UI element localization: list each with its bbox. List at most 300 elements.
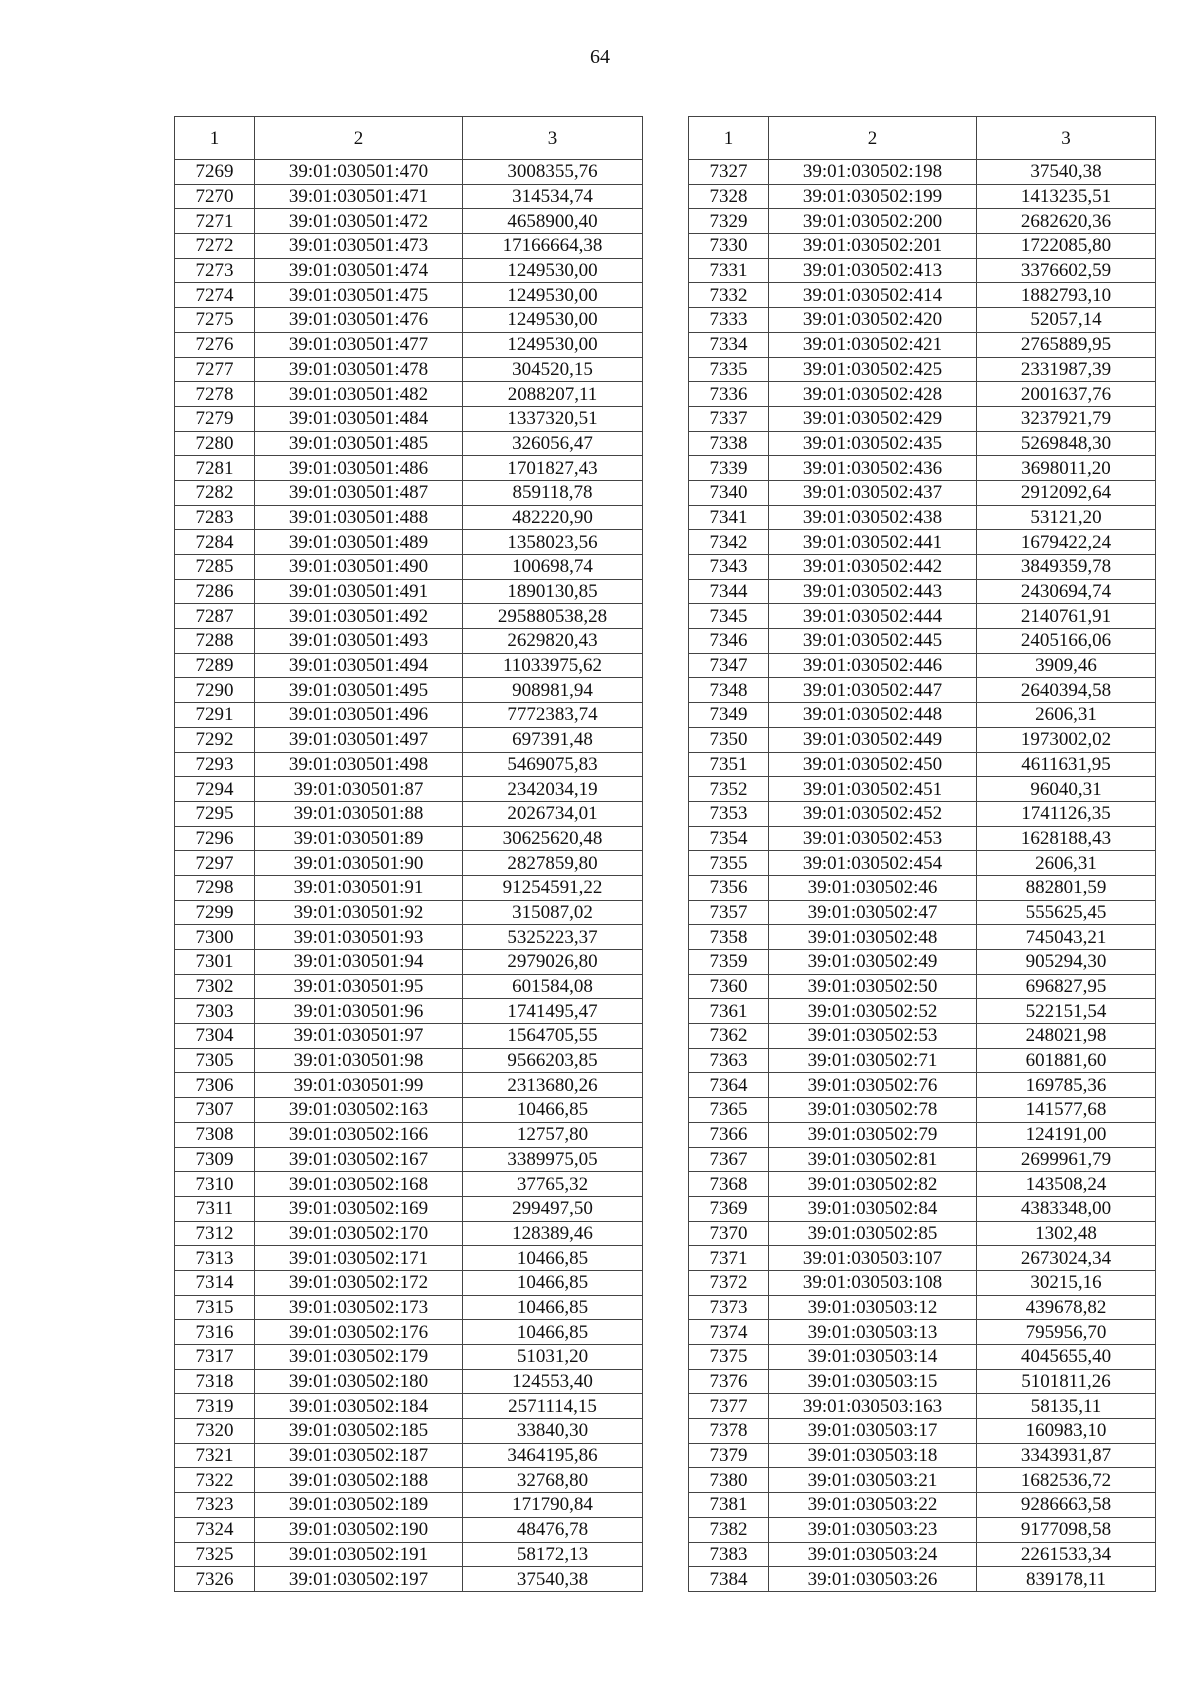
cadastral-number-cell: 39:01:030502:46 (769, 875, 977, 900)
value-cell: 1249530,00 (463, 332, 643, 357)
value-cell: 9177098,58 (977, 1517, 1156, 1542)
table-row (689, 826, 1156, 851)
value-cell: 5325223,37 (463, 925, 643, 950)
row-number-cell: 7285 (175, 555, 255, 580)
value-cell: 2682620,36 (977, 209, 1156, 234)
cadastral-number-cell: 39:01:030501:486 (255, 456, 463, 481)
table-row (175, 900, 643, 925)
value-cell: 1337320,51 (463, 406, 643, 431)
row-number-cell: 7294 (175, 777, 255, 802)
cadastral-number-cell: 39:01:030501:484 (255, 406, 463, 431)
cadastral-number-cell: 39:01:030502:188 (255, 1468, 463, 1493)
row-number-cell: 7322 (175, 1468, 255, 1493)
cadastral-number-cell: 39:01:030501:91 (255, 875, 463, 900)
value-cell: 2912092,64 (977, 480, 1156, 505)
table-row (689, 160, 1156, 185)
cadastral-number-cell: 39:01:030501:491 (255, 579, 463, 604)
row-number-cell: 7360 (689, 974, 769, 999)
cadastral-number-cell: 39:01:030501:94 (255, 950, 463, 975)
value-cell: 2026734,01 (463, 801, 643, 826)
cadastral-number-cell: 39:01:030502:443 (769, 579, 977, 604)
table-row (689, 1542, 1156, 1567)
table-row (175, 357, 643, 382)
cadastral-number-cell: 39:01:030501:477 (255, 332, 463, 357)
cadastral-number-cell: 39:01:030502:450 (769, 752, 977, 777)
row-number-cell: 7305 (175, 1048, 255, 1073)
cadastral-number-cell: 39:01:030502:452 (769, 801, 977, 826)
cadastral-number-cell: 39:01:030501:497 (255, 727, 463, 752)
value-cell: 160983,10 (977, 1419, 1156, 1444)
table-row (689, 900, 1156, 925)
cadastral-number-cell: 39:01:030501:98 (255, 1048, 463, 1073)
value-cell: 1701827,43 (463, 456, 643, 481)
row-number-cell: 7373 (689, 1295, 769, 1320)
table-row (689, 1048, 1156, 1073)
table-row (689, 777, 1156, 802)
row-number-cell: 7276 (175, 332, 255, 357)
table-row (175, 1221, 643, 1246)
table-row (689, 851, 1156, 876)
cadastral-number-cell: 39:01:030502:420 (769, 308, 977, 333)
value-cell: 3698011,20 (977, 456, 1156, 481)
table-row (689, 629, 1156, 654)
value-cell: 10466,85 (463, 1246, 643, 1271)
table-row (689, 234, 1156, 259)
cadastral-number-cell: 39:01:030502:166 (255, 1122, 463, 1147)
table-row (175, 1098, 643, 1123)
value-cell: 3909,46 (977, 653, 1156, 678)
table-row (689, 1221, 1156, 1246)
row-number-cell: 7381 (689, 1493, 769, 1518)
right-table-body (689, 160, 1156, 1592)
cadastral-number-cell: 39:01:030502:421 (769, 332, 977, 357)
row-number-cell: 7353 (689, 801, 769, 826)
value-cell: 143508,24 (977, 1172, 1156, 1197)
table-row (689, 1493, 1156, 1518)
cadastral-number-cell: 39:01:030502:168 (255, 1172, 463, 1197)
row-number-cell: 7299 (175, 900, 255, 925)
value-cell: 4045655,40 (977, 1345, 1156, 1370)
cadastral-number-cell: 39:01:030502:82 (769, 1172, 977, 1197)
cadastral-number-cell: 39:01:030503:23 (769, 1517, 977, 1542)
value-cell: 2430694,74 (977, 579, 1156, 604)
cadastral-number-cell: 39:01:030502:442 (769, 555, 977, 580)
row-number-cell: 7346 (689, 629, 769, 654)
table-row (689, 1073, 1156, 1098)
table-row (175, 752, 643, 777)
row-number-cell: 7349 (689, 703, 769, 728)
table-row (175, 406, 643, 431)
column-header: 3 (977, 117, 1156, 160)
value-cell: 304520,15 (463, 357, 643, 382)
value-cell: 314534,74 (463, 184, 643, 209)
row-number-cell: 7343 (689, 555, 769, 580)
table-row (175, 160, 643, 185)
row-number-cell: 7327 (689, 160, 769, 185)
row-number-cell: 7297 (175, 851, 255, 876)
value-cell: 601584,08 (463, 974, 643, 999)
value-cell: 4611631,95 (977, 752, 1156, 777)
value-cell: 12757,80 (463, 1122, 643, 1147)
cadastral-number-cell: 39:01:030503:13 (769, 1320, 977, 1345)
value-cell: 601881,60 (977, 1048, 1156, 1073)
cadastral-number-cell: 39:01:030502:425 (769, 357, 977, 382)
value-cell: 4383348,00 (977, 1196, 1156, 1221)
value-cell: 58135,11 (977, 1394, 1156, 1419)
table-row (689, 332, 1156, 357)
cadastral-number-cell: 39:01:030502:180 (255, 1369, 463, 1394)
row-number-cell: 7293 (175, 752, 255, 777)
cadastral-number-cell: 39:01:030503:12 (769, 1295, 977, 1320)
row-number-cell: 7367 (689, 1147, 769, 1172)
value-cell: 3376602,59 (977, 258, 1156, 283)
table-row (689, 801, 1156, 826)
value-cell: 30625620,48 (463, 826, 643, 851)
row-number-cell: 7308 (175, 1122, 255, 1147)
cadastral-number-cell: 39:01:030502:50 (769, 974, 977, 999)
row-number-cell: 7330 (689, 234, 769, 259)
row-number-cell: 7344 (689, 579, 769, 604)
value-cell: 5269848,30 (977, 431, 1156, 456)
row-number-cell: 7369 (689, 1196, 769, 1221)
header-row (689, 117, 1156, 160)
table-row (175, 456, 643, 481)
table-row (175, 1394, 643, 1419)
table-row (175, 1493, 643, 1518)
cadastral-number-cell: 39:01:030501:476 (255, 308, 463, 333)
cadastral-number-cell: 39:01:030502:444 (769, 604, 977, 629)
value-cell: 326056,47 (463, 431, 643, 456)
value-cell: 1890130,85 (463, 579, 643, 604)
table-row (175, 1270, 643, 1295)
table-row (175, 1517, 643, 1542)
table-row (175, 1567, 643, 1592)
table-row (175, 1542, 643, 1567)
cadastral-number-cell: 39:01:030503:14 (769, 1345, 977, 1370)
table-row (689, 1369, 1156, 1394)
row-number-cell: 7348 (689, 678, 769, 703)
value-cell: 2606,31 (977, 851, 1156, 876)
table-row (689, 999, 1156, 1024)
table-row (175, 1196, 643, 1221)
row-number-cell: 7281 (175, 456, 255, 481)
table-row (175, 974, 643, 999)
value-cell: 1882793,10 (977, 283, 1156, 308)
table-row (689, 1320, 1156, 1345)
row-number-cell: 7383 (689, 1542, 769, 1567)
cadastral-number-cell: 39:01:030502:447 (769, 678, 977, 703)
row-number-cell: 7338 (689, 431, 769, 456)
value-cell: 439678,82 (977, 1295, 1156, 1320)
table-row (175, 1246, 643, 1271)
cadastral-number-cell: 39:01:030501:88 (255, 801, 463, 826)
cadastral-number-cell: 39:01:030503:17 (769, 1419, 977, 1444)
table-row (175, 1048, 643, 1073)
table-row (689, 1172, 1156, 1197)
cadastral-number-cell: 39:01:030502:53 (769, 1024, 977, 1049)
column-header: 1 (689, 117, 769, 160)
column-header: 2 (255, 117, 463, 160)
table-row (689, 258, 1156, 283)
table-row (175, 1172, 643, 1197)
row-number-cell: 7295 (175, 801, 255, 826)
table-row (175, 332, 643, 357)
table-row (175, 258, 643, 283)
row-number-cell: 7336 (689, 382, 769, 407)
row-number-cell: 7374 (689, 1320, 769, 1345)
value-cell: 51031,20 (463, 1345, 643, 1370)
value-cell: 124191,00 (977, 1122, 1156, 1147)
row-number-cell: 7371 (689, 1246, 769, 1271)
row-number-cell: 7269 (175, 160, 255, 185)
value-cell: 96040,31 (977, 777, 1156, 802)
table-row (689, 406, 1156, 431)
row-number-cell: 7296 (175, 826, 255, 851)
cadastral-number-cell: 39:01:030501:96 (255, 999, 463, 1024)
cadastral-number-cell: 39:01:030502:436 (769, 456, 977, 481)
table-row (689, 1517, 1156, 1542)
value-cell: 37540,38 (463, 1567, 643, 1592)
row-number-cell: 7382 (689, 1517, 769, 1542)
row-number-cell: 7355 (689, 851, 769, 876)
table-row (689, 950, 1156, 975)
value-cell: 908981,94 (463, 678, 643, 703)
left-table (174, 116, 643, 1592)
value-cell: 3237921,79 (977, 406, 1156, 431)
cadastral-number-cell: 39:01:030501:470 (255, 160, 463, 185)
table-row (175, 1345, 643, 1370)
cadastral-number-cell: 39:01:030502:197 (255, 1567, 463, 1592)
cadastral-number-cell: 39:01:030501:475 (255, 283, 463, 308)
cadastral-number-cell: 39:01:030502:76 (769, 1073, 977, 1098)
value-cell: 30215,16 (977, 1270, 1156, 1295)
row-number-cell: 7331 (689, 258, 769, 283)
row-number-cell: 7274 (175, 283, 255, 308)
table-row (175, 1147, 643, 1172)
row-number-cell: 7361 (689, 999, 769, 1024)
value-cell: 2629820,43 (463, 629, 643, 654)
row-number-cell: 7318 (175, 1369, 255, 1394)
cadastral-number-cell: 39:01:030501:493 (255, 629, 463, 654)
cadastral-number-cell: 39:01:030501:490 (255, 555, 463, 580)
table-row (689, 382, 1156, 407)
value-cell: 1249530,00 (463, 283, 643, 308)
value-cell: 171790,84 (463, 1493, 643, 1518)
row-number-cell: 7380 (689, 1468, 769, 1493)
table-row (689, 752, 1156, 777)
row-number-cell: 7376 (689, 1369, 769, 1394)
value-cell: 53121,20 (977, 505, 1156, 530)
value-cell: 10466,85 (463, 1270, 643, 1295)
value-cell: 3343931,87 (977, 1443, 1156, 1468)
table-row (689, 1443, 1156, 1468)
row-number-cell: 7368 (689, 1172, 769, 1197)
row-number-cell: 7377 (689, 1394, 769, 1419)
row-number-cell: 7354 (689, 826, 769, 851)
row-number-cell: 7283 (175, 505, 255, 530)
value-cell: 32768,80 (463, 1468, 643, 1493)
cadastral-number-cell: 39:01:030502:429 (769, 406, 977, 431)
value-cell: 58172,13 (463, 1542, 643, 1567)
value-cell: 2640394,58 (977, 678, 1156, 703)
cadastral-number-cell: 39:01:030503:24 (769, 1542, 977, 1567)
row-number-cell: 7306 (175, 1073, 255, 1098)
row-number-cell: 7302 (175, 974, 255, 999)
table-row (689, 925, 1156, 950)
row-number-cell: 7277 (175, 357, 255, 382)
cadastral-number-cell: 39:01:030502:71 (769, 1048, 977, 1073)
column-header: 3 (463, 117, 643, 160)
cadastral-number-cell: 39:01:030502:189 (255, 1493, 463, 1518)
row-number-cell: 7335 (689, 357, 769, 382)
cadastral-number-cell: 39:01:030502:451 (769, 777, 977, 802)
right-table (688, 116, 1156, 1592)
row-number-cell: 7337 (689, 406, 769, 431)
row-number-cell: 7309 (175, 1147, 255, 1172)
cadastral-number-cell: 39:01:030502:200 (769, 209, 977, 234)
column-header: 1 (175, 117, 255, 160)
cadastral-number-cell: 39:01:030502:413 (769, 258, 977, 283)
value-cell: 2765889,95 (977, 332, 1156, 357)
value-cell: 482220,90 (463, 505, 643, 530)
row-number-cell: 7379 (689, 1443, 769, 1468)
table-row (175, 727, 643, 752)
row-number-cell: 7320 (175, 1419, 255, 1444)
value-cell: 2140761,91 (977, 604, 1156, 629)
cadastral-number-cell: 39:01:030501:471 (255, 184, 463, 209)
cadastral-number-cell: 39:01:030502:176 (255, 1320, 463, 1345)
row-number-cell: 7334 (689, 332, 769, 357)
row-number-cell: 7358 (689, 925, 769, 950)
value-cell: 1741126,35 (977, 801, 1156, 826)
row-number-cell: 7289 (175, 653, 255, 678)
table-row (689, 1567, 1156, 1592)
row-number-cell: 7351 (689, 752, 769, 777)
row-number-cell: 7326 (175, 1567, 255, 1592)
table-row (689, 1098, 1156, 1123)
cadastral-number-cell: 39:01:030502:184 (255, 1394, 463, 1419)
cadastral-number-cell: 39:01:030503:21 (769, 1468, 977, 1493)
value-cell: 11033975,62 (463, 653, 643, 678)
row-number-cell: 7300 (175, 925, 255, 950)
cadastral-number-cell: 39:01:030502:448 (769, 703, 977, 728)
row-number-cell: 7364 (689, 1073, 769, 1098)
table-row (689, 1024, 1156, 1049)
row-number-cell: 7291 (175, 703, 255, 728)
row-number-cell: 7323 (175, 1493, 255, 1518)
value-cell: 2571114,15 (463, 1394, 643, 1419)
cadastral-number-cell: 39:01:030501:482 (255, 382, 463, 407)
value-cell: 3464195,86 (463, 1443, 643, 1468)
cadastral-number-cell: 39:01:030501:90 (255, 851, 463, 876)
table-row (175, 234, 643, 259)
cadastral-number-cell: 39:01:030502:84 (769, 1196, 977, 1221)
value-cell: 696827,95 (977, 974, 1156, 999)
table-row (175, 999, 643, 1024)
cadastral-number-cell: 39:01:030501:492 (255, 604, 463, 629)
row-number-cell: 7328 (689, 184, 769, 209)
table-row (175, 555, 643, 580)
column-header: 2 (769, 117, 977, 160)
cadastral-number-cell: 39:01:030502:449 (769, 727, 977, 752)
value-cell: 1973002,02 (977, 727, 1156, 752)
cadastral-number-cell: 39:01:030502:78 (769, 1098, 977, 1123)
table-row (689, 1468, 1156, 1493)
row-number-cell: 7314 (175, 1270, 255, 1295)
cadastral-number-cell: 39:01:030501:87 (255, 777, 463, 802)
table-row (175, 1073, 643, 1098)
table-row (175, 1320, 643, 1345)
table-row (175, 604, 643, 629)
cadastral-number-cell: 39:01:030502:445 (769, 629, 977, 654)
cadastral-number-cell: 39:01:030502:173 (255, 1295, 463, 1320)
row-number-cell: 7290 (175, 678, 255, 703)
value-cell: 299497,50 (463, 1196, 643, 1221)
cadastral-number-cell: 39:01:030503:108 (769, 1270, 977, 1295)
cadastral-number-cell: 39:01:030501:99 (255, 1073, 463, 1098)
cadastral-number-cell: 39:01:030502:167 (255, 1147, 463, 1172)
table-row (175, 1369, 643, 1394)
table-row (175, 1122, 643, 1147)
row-number-cell: 7339 (689, 456, 769, 481)
cadastral-number-cell: 39:01:030503:107 (769, 1246, 977, 1271)
value-cell: 124553,40 (463, 1369, 643, 1394)
row-number-cell: 7350 (689, 727, 769, 752)
table-row (689, 1246, 1156, 1271)
row-number-cell: 7310 (175, 1172, 255, 1197)
table-row (175, 1468, 643, 1493)
table-row (689, 555, 1156, 580)
row-number-cell: 7325 (175, 1542, 255, 1567)
table-row (689, 1270, 1156, 1295)
cadastral-number-cell: 39:01:030502:187 (255, 1443, 463, 1468)
table-row (689, 974, 1156, 999)
cadastral-number-cell: 39:01:030502:438 (769, 505, 977, 530)
value-cell: 905294,30 (977, 950, 1156, 975)
value-cell: 1682536,72 (977, 1468, 1156, 1493)
value-cell: 9286663,58 (977, 1493, 1156, 1518)
cadastral-number-cell: 39:01:030503:26 (769, 1567, 977, 1592)
value-cell: 1628188,43 (977, 826, 1156, 851)
row-number-cell: 7363 (689, 1048, 769, 1073)
cadastral-number-cell: 39:01:030501:488 (255, 505, 463, 530)
row-number-cell: 7317 (175, 1345, 255, 1370)
table-row (689, 727, 1156, 752)
cadastral-number-cell: 39:01:030502:435 (769, 431, 977, 456)
row-number-cell: 7271 (175, 209, 255, 234)
table-row (689, 456, 1156, 481)
row-number-cell: 7312 (175, 1221, 255, 1246)
table-row (689, 703, 1156, 728)
cadastral-number-cell: 39:01:030501:494 (255, 653, 463, 678)
table-row (689, 678, 1156, 703)
value-cell: 2088207,11 (463, 382, 643, 407)
table-row (175, 480, 643, 505)
value-cell: 2331987,39 (977, 357, 1156, 382)
cadastral-number-cell: 39:01:030501:472 (255, 209, 463, 234)
value-cell: 1302,48 (977, 1221, 1156, 1246)
table-row (689, 357, 1156, 382)
value-cell: 10466,85 (463, 1320, 643, 1345)
cadastral-number-cell: 39:01:030502:85 (769, 1221, 977, 1246)
cadastral-number-cell: 39:01:030502:191 (255, 1542, 463, 1567)
value-cell: 795956,70 (977, 1320, 1156, 1345)
row-number-cell: 7324 (175, 1517, 255, 1542)
row-number-cell: 7272 (175, 234, 255, 259)
table-row (689, 184, 1156, 209)
value-cell: 2405166,06 (977, 629, 1156, 654)
cadastral-number-cell: 39:01:030501:474 (255, 258, 463, 283)
